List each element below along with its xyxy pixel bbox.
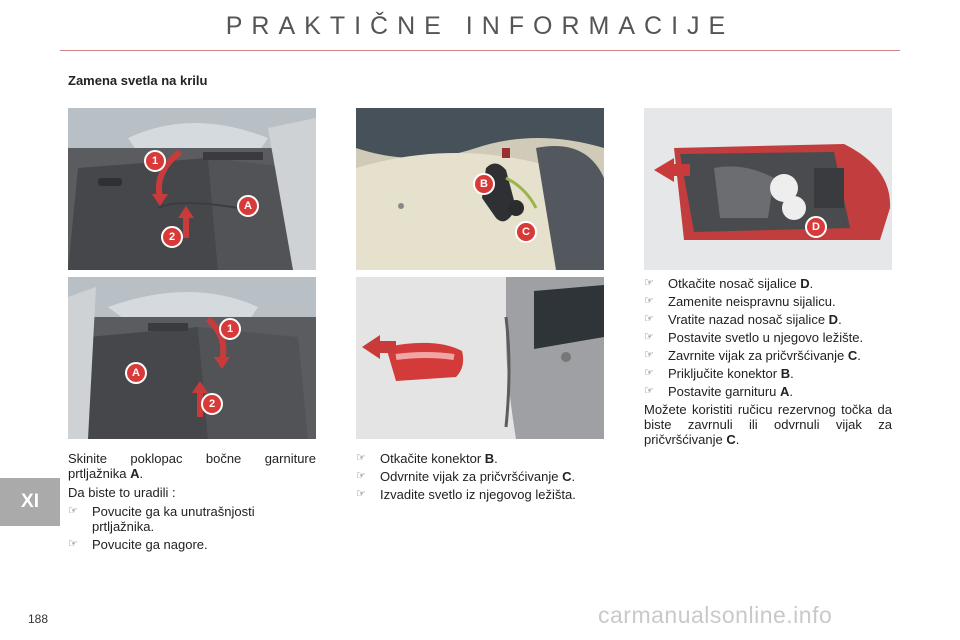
- trunk-photo-top: [68, 108, 316, 270]
- note-paragraph: Možete koristiti ručicu rezervnog točka da biste zavrnuli ili odvrnuli vijak za pričvršćivanje C.: [644, 402, 892, 447]
- hand-pointer-icon: ☞: [356, 452, 366, 464]
- marker-1: 1: [219, 318, 241, 340]
- hand-pointer-icon: ☞: [644, 313, 654, 325]
- hand-pointer-icon: ☞: [68, 538, 78, 550]
- list-item: ☞ Postavite garnituru A.: [644, 384, 794, 399]
- marker-2: 2: [161, 226, 183, 248]
- list-item: ☞ Vratite nazad nosač sijalice D.: [644, 312, 842, 327]
- hand-pointer-icon: ☞: [644, 367, 654, 379]
- connector-photo: [356, 108, 604, 270]
- marker-1: 1: [144, 150, 166, 172]
- hand-pointer-icon: ☞: [644, 295, 654, 307]
- list-item: ☞ Povucite ga nagore.: [68, 537, 208, 552]
- hand-pointer-icon: ☞: [68, 505, 78, 517]
- hand-pointer-icon: ☞: [356, 488, 366, 500]
- list-item: ☞ Odvrnite vijak za pričvršćivanje C.: [356, 469, 576, 484]
- list-item: ☞ Povucite ga ka unutrašnjosti prtljažnika.: [68, 504, 255, 534]
- hand-pointer-icon: ☞: [644, 277, 654, 289]
- page-title: PRAKTIČNE INFORMACIJE: [225, 12, 735, 40]
- hand-pointer-icon: ☞: [644, 331, 654, 343]
- hand-pointer-icon: ☞: [356, 470, 366, 482]
- title-divider: [60, 50, 900, 51]
- light-removal-photo: [356, 277, 604, 439]
- bulb-holder-photo: [644, 108, 892, 270]
- marker-a: A: [125, 362, 147, 384]
- list-item: ☞ Otkačite nosač sijalice D.: [644, 276, 814, 291]
- hand-pointer-icon: ☞: [644, 385, 654, 397]
- page-number: 188: [28, 612, 49, 626]
- trunk-photo-bottom: [68, 277, 316, 439]
- marker-b: B: [473, 173, 495, 195]
- marker-a: A: [237, 195, 259, 217]
- column-3-text: [644, 276, 892, 451]
- chapter-tab-label: XI: [21, 491, 39, 512]
- list-item: ☞ Zamenite neispravnu sijalicu.: [644, 294, 836, 309]
- column-2-text: [356, 451, 606, 505]
- list-item: ☞ Izvadite svetlo iz njegovog ležišta.: [356, 487, 576, 502]
- watermark: carmanualsonline.info: [598, 602, 833, 628]
- list-item: ☞ Otkačite konektor B.: [356, 451, 498, 466]
- hand-pointer-icon: ☞: [644, 349, 654, 361]
- marker-d: D: [805, 216, 827, 238]
- intro-paragraph: Skinite poklopac bočne garniture prtljažnika A.: [68, 451, 316, 481]
- list-item: ☞ Priključite konektor B.: [644, 366, 794, 381]
- sub-intro: Da biste to uradili :: [68, 485, 176, 500]
- list-item: ☞ Postavite svetlo u njegovo ležište.: [644, 330, 864, 345]
- marker-c: C: [515, 221, 537, 243]
- list-item: ☞ Zavrnite vijak za pričvršćivanje C.: [644, 348, 861, 363]
- marker-2: 2: [201, 393, 223, 415]
- section-heading: Zamena svetla na krilu: [68, 73, 208, 88]
- column-1-text: [68, 451, 316, 555]
